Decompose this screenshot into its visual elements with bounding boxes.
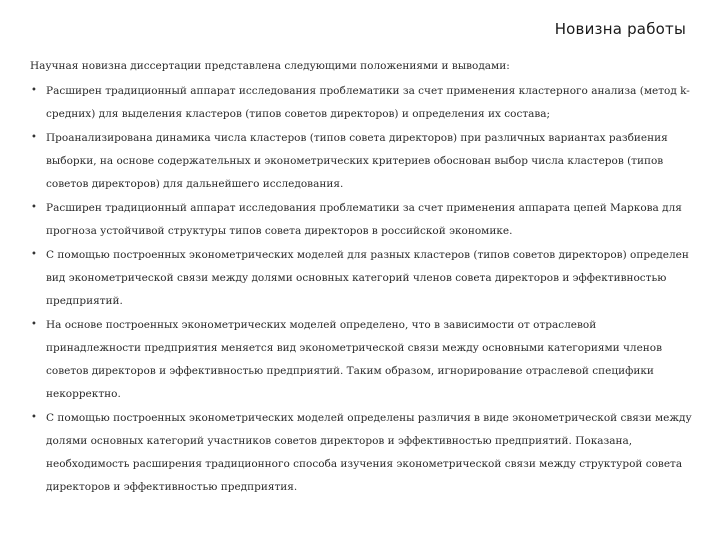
bullet-icon: • [31, 202, 37, 213]
list-item-text: На основе построенных эконометрических моделей определено, что в зависимости от отраслевой принадлежности предприятия меняется вид эконометрической связи между основными категориями членов советов директоров и эффективностью предприятий. Таким образом, игнорирование отраслевой специфики некорректно. [46, 319, 663, 400]
list-item-text: С помощью построенных эконометрических моделей определены различия в виде эконометрической связи между долями основных категорий участников советов директоров и эффективностью предприятий. Показана, необходимость расширения традиционного способа изучения эконометрической связи между структурой совета директоров и эффективностью предприятия. [46, 412, 692, 493]
slide-content [30, 56, 692, 500]
list-item-text: Проанализирована динамика числа кластеров (типов совета директоров) при различных вариантах разбиения выборки, на основе содержательных и эконометрических критериев обоснован выбор числа кластеров (типов советов директоров) для дальнейшего исследования. [46, 132, 668, 190]
slide-title: Новизна работы [554, 20, 686, 38]
list-item [30, 244, 692, 313]
novelty-list [30, 80, 692, 499]
bullet-icon: • [31, 249, 37, 260]
list-item-text: С помощью построенных эконометрических моделей для разных кластеров (типов советов директоров) определен вид эконометрической связи между долями основных категорий членов совета директоров и эффективностью предприятий. [46, 249, 689, 307]
bullet-icon: • [31, 412, 37, 423]
bullet-icon: • [31, 319, 37, 330]
list-item-text: Расширен традиционный аппарат исследования проблематики за счет применения аппарата цепей Маркова для прогноза устойчивой структуры типов совета директоров в российской экономике. [46, 202, 682, 237]
list-item [30, 314, 692, 406]
list-item [30, 197, 692, 243]
bullet-icon: • [31, 85, 37, 96]
list-item [30, 127, 692, 196]
bullet-icon: • [31, 132, 37, 143]
intro-text: Научная новизна диссертации представлена следующими положениями и выводами: [30, 60, 510, 72]
list-item-text: Расширен традиционный аппарат исследования проблематики за счет применения кластерного анализа (метод k-средних) для выделения кластеров (типов советов директоров) и определения их состава; [46, 85, 690, 120]
list-item [30, 80, 692, 126]
list-item [30, 407, 692, 499]
